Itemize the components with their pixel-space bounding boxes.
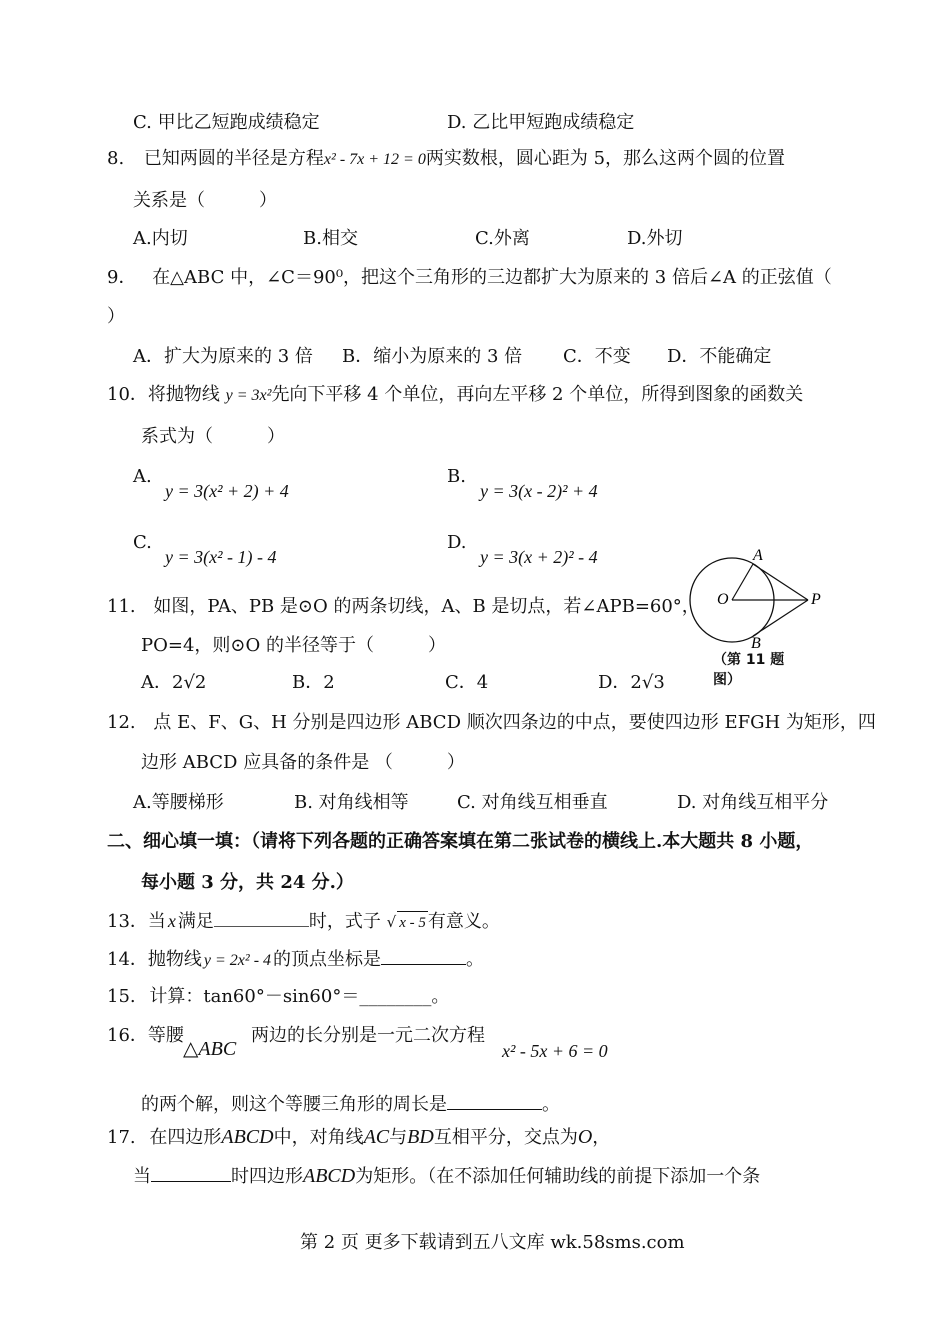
q9-option-a: A．扩大为原来的 3 倍 — [133, 346, 313, 367]
q9-stem-line2: ） — [107, 306, 125, 327]
text: 时四边形 — [231, 1166, 303, 1187]
quad-abcd: ABCD — [221, 1126, 274, 1148]
diagonal-ac: AC — [363, 1126, 390, 1148]
text: 为矩形。（在不添加任何辅助线的前提下添加一个条 — [355, 1166, 761, 1187]
q11-option-d: D．2√3 — [598, 672, 665, 693]
q8-option-d: D.外切 — [627, 228, 683, 249]
q12-option-b: B. 对角线相等 — [294, 792, 409, 813]
tangent-pa — [753, 564, 808, 600]
question-10 — [107, 384, 803, 407]
question-stem: 将抛物线 — [147, 384, 220, 405]
question-stem-tail: 两实数根，圆心距为 5，那么这两个圆的位置 — [425, 148, 786, 169]
q8-stem-line2: 关系是（ ） — [133, 190, 277, 211]
question-stem: 在△ABC 中，∠C＝90⁰，把这个三角形的三边都扩大为原来的 3 倍后∠A 的正弦值（ — [152, 267, 832, 288]
question-stem: 点 E、F、G、H 分别是四边形 ABCD 顺次四条边的中点，要使四边形 EFGH 为矩形，四 — [153, 712, 876, 733]
text: 的顶点坐标是 — [273, 949, 382, 970]
question-text: 计算：tan60°－sin60°＝________。 — [149, 986, 450, 1007]
question-number: 8. — [107, 148, 125, 169]
q10-option-d-formula: y = 3(x + 2)² - 4 — [480, 547, 598, 567]
q12-option-a: A.等腰梯形 — [133, 792, 224, 813]
q8-option-c: C.外离 — [475, 228, 530, 249]
point-o: O — [577, 1126, 593, 1148]
q11-figure-caption: （第 11 题图） — [713, 652, 785, 688]
q10-option-c-formula: y = 3(x² - 1) - 4 — [165, 547, 277, 567]
question-14 — [107, 946, 484, 972]
text: 有意义。 — [427, 911, 500, 932]
q7-option-d: D. 乙比甲短跑成绩稳定 — [447, 112, 635, 133]
text: 的两个解，则这个等腰三角形的周长是 — [141, 1094, 447, 1115]
diagonal-bd: BD — [407, 1126, 434, 1148]
q10-option-a-letter: A. — [133, 466, 152, 487]
question-17 — [107, 1126, 610, 1149]
question-stem-tail: 先向下平移 4 个单位，再向左平移 2 个单位，所得到图象的函数关 — [271, 384, 804, 405]
question-15 — [107, 986, 449, 1008]
q10-option-a-formula: y = 3(x² + 2) + 4 — [165, 481, 289, 501]
q12-option-d: D. 对角线互相平分 — [677, 792, 829, 813]
q10-option-b-formula: y = 3(x - 2)² + 4 — [480, 481, 598, 501]
radical-sign: √ — [386, 913, 397, 931]
q16-line2 — [141, 1091, 560, 1116]
q11-option-c: C．4 — [445, 672, 489, 693]
q9-option-b: B．缩小为原来的 3 倍 — [342, 346, 523, 367]
question-8 — [107, 148, 785, 171]
text: 与 — [389, 1127, 408, 1148]
q17-line2 — [133, 1163, 760, 1188]
question-stem: 如图，PA、PB 是⊙O 的两条切线，A、B 是切点，若∠APB=60°， — [153, 596, 700, 617]
text: 满足 — [177, 911, 214, 932]
question-13 — [107, 908, 500, 934]
text: 当 — [133, 1166, 151, 1187]
q16-middle-text: 两边的长分别是一元二次方程 — [251, 1025, 485, 1046]
q10-option-b-letter: B. — [447, 466, 466, 487]
label-p: P — [811, 591, 821, 608]
question-9 — [107, 267, 832, 289]
label-b: B — [751, 635, 761, 650]
q11-option-a: A．2√2 — [141, 672, 207, 693]
text: 中，对角线 — [273, 1127, 364, 1148]
equation: y = 2x² - 4 — [203, 952, 272, 969]
question-number: 14． — [107, 949, 148, 970]
question-number: 11. — [107, 596, 136, 617]
equation: y = 3x² — [225, 387, 272, 404]
text: ， — [592, 1127, 611, 1148]
q10-option-c-letter: C. — [133, 532, 152, 553]
question-number: 15. — [107, 986, 136, 1007]
q8-option-b: B.相交 — [303, 228, 358, 249]
answer-blank[interactable] — [447, 1091, 542, 1110]
question-number: 17. — [107, 1127, 136, 1148]
text: 时，式子 — [308, 911, 381, 932]
text: 当 — [147, 911, 166, 932]
q9-option-d: D．不能确定 — [667, 346, 772, 367]
text: 。 — [542, 1094, 560, 1115]
page-footer: 第 2 页 更多下载请到五八文库 wk.58sms.com — [300, 1232, 685, 1253]
question-16 — [107, 1025, 184, 1047]
equation: x² - 7x + 12 = 0 — [323, 151, 426, 168]
variable-x: x — [167, 911, 176, 931]
q10-stem-line2: 系式为（ ） — [141, 426, 285, 447]
answer-blank[interactable] — [214, 908, 309, 927]
q16-equation: x² - 5x + 6 = 0 — [502, 1041, 608, 1061]
question-12 — [107, 712, 876, 734]
q12-stem-line2: 边形 ABCD 应具备的条件是 （ ） — [141, 752, 465, 773]
question-stem: 已知两圆的半径是方程 — [143, 148, 324, 169]
q7-option-c: C. 甲比乙短跑成绩稳定 — [133, 112, 320, 133]
q10-option-d-letter: D. — [447, 532, 467, 553]
question-number: 12. — [107, 712, 136, 733]
quad-abcd: ABCD — [303, 1165, 356, 1187]
text: 抛物线 — [147, 949, 202, 970]
text: 互相平分，交点为 — [433, 1127, 578, 1148]
question-number: 10． — [107, 384, 148, 405]
q8-option-a: A.内切 — [133, 228, 188, 249]
text: 。 — [466, 949, 485, 970]
q9-option-c: C．不变 — [563, 346, 631, 367]
tangent-pb — [753, 600, 808, 636]
question-number: 16． — [107, 1025, 148, 1046]
question-number: 13． — [107, 911, 148, 932]
text: 等腰 — [147, 1025, 184, 1046]
q11-stem-line2: PO=4，则⊙O 的半径等于（ ） — [141, 635, 446, 656]
answer-blank[interactable] — [381, 946, 466, 965]
label-a: A — [753, 547, 763, 564]
radicand: x - 5 — [397, 911, 428, 934]
question-11 — [107, 596, 700, 618]
answer-blank[interactable] — [151, 1163, 231, 1182]
q11-option-b: B．2 — [292, 672, 335, 693]
line-oa — [732, 564, 753, 600]
question-number: 9． — [107, 267, 137, 288]
triangle-abc: △ABC — [183, 1038, 237, 1060]
q12-option-c: C. 对角线互相垂直 — [457, 792, 608, 813]
text: 在四边形 — [149, 1127, 222, 1148]
section-2-title: 二、细心填一填：（请将下列各题的正确答案填在第二张试卷的横线上.本大题共 8 小题， — [107, 831, 814, 852]
label-o: O — [717, 591, 729, 608]
q11-figure — [680, 540, 840, 650]
section-2-title-line2: 每小题 3 分，共 24 分.） — [141, 872, 354, 893]
